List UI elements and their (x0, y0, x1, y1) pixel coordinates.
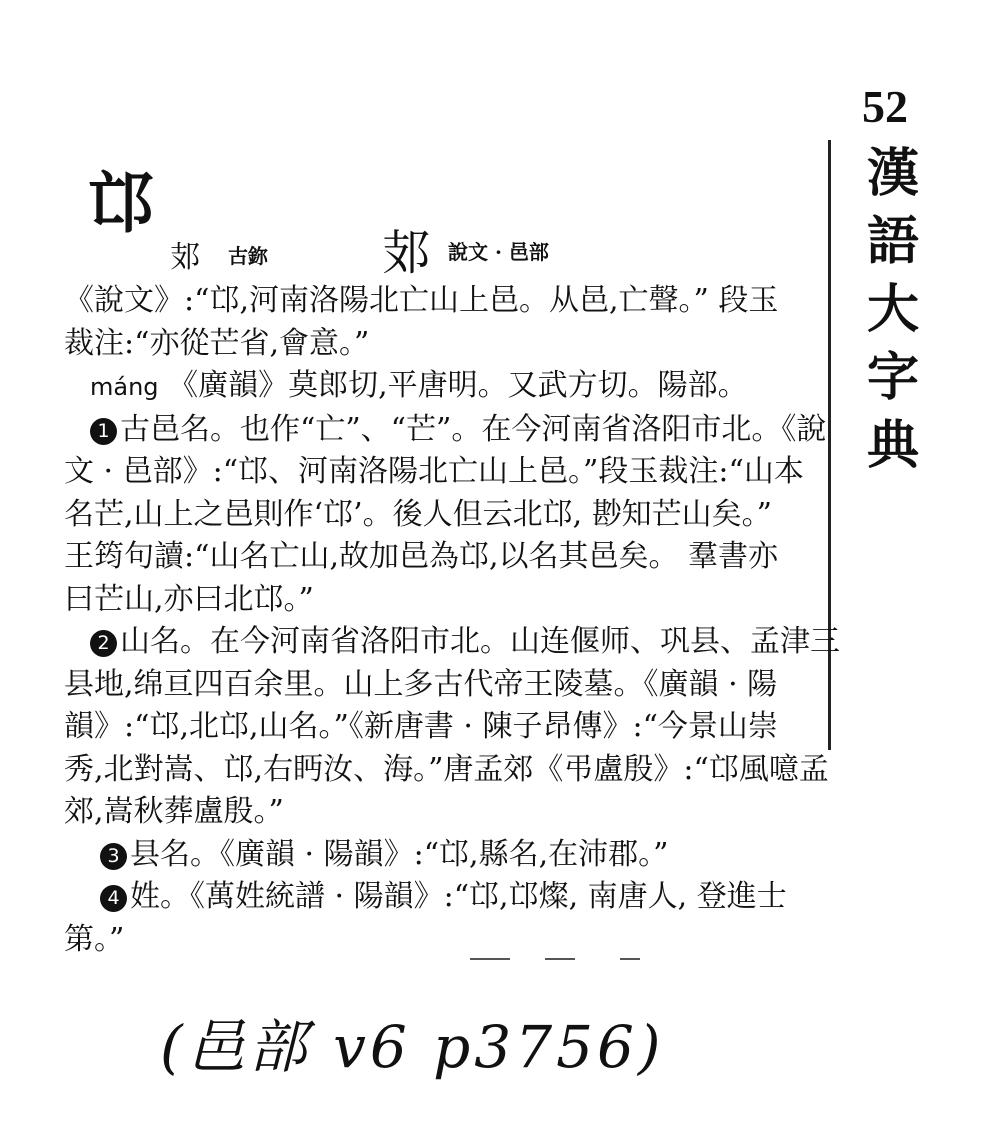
ancient-glyph-seal: 𨙸 (170, 240, 200, 275)
book-title-char: 典 (866, 415, 919, 476)
sense-line: 3 县名。《廣韻 · 陽韻》:“邙,縣名,在沛郡。” (64, 834, 824, 877)
handwritten-note: (邑部 v6 p3756) (160, 1013, 665, 1081)
sense-line: 4 姓。《萬姓統譜 · 陽韻》:“邙,邙燦, 南唐人, 登進士 (64, 876, 824, 919)
ancient-glyph-caption: 古鉨 (228, 244, 268, 268)
entry-line: 秀,北對嵩、邙,右眄汝、海。”唐孟郊《弔盧殷》:“邙風噫孟 (64, 751, 829, 787)
entry-line: 曰芒山,亦曰北邙。” (64, 581, 314, 617)
shuowen-glyph-caption: 說文 · 邑部 (448, 240, 549, 264)
pinyin: máng (90, 373, 159, 401)
entry-line: 王筠句讀:“山名亡山,故加邑為邙,以名其邑矣。 羣書亦 (64, 539, 779, 574)
shuowen-glyph: 𨙸 (382, 225, 431, 281)
sense-line: 2 山名。在今河南省洛阳市北。山连偃师、巩县、孟津三 (64, 621, 824, 664)
entry-line: 裁注:“亦從芒省,會意。” (64, 325, 370, 361)
pronunciation-line: máng 《廣韻》莫郎切,平唐明。又武方切。陽部。 (90, 368, 748, 403)
sense-marker-3: 3 (100, 843, 127, 870)
scan-artifact-line (620, 958, 640, 960)
entry-line: 《說文》:“邙,河南洛陽北亡山上邑。从邑,亡聲。” 段玉 (64, 283, 779, 318)
sense-line: 1 古邑名。也作“亡”、“芒”。在今河南省洛阳市北。《說 (64, 409, 824, 452)
book-title-char: 語 (866, 211, 919, 272)
entry-line: 名芒,山上之邑則作‘邙’。後人但云北邙, 尠知芒山矣。” (64, 496, 773, 532)
entry-line: 郊,嵩秋葬盧殷。” (64, 794, 284, 829)
entry-line: 文 · 邑部》:“邙、河南洛陽北亡山上邑。”段玉裁注:“山本 (64, 454, 804, 489)
sense-marker-4: 4 (100, 885, 127, 912)
entry-body (64, 280, 840, 961)
headword: 邙 (88, 164, 154, 242)
entry-line: 韻》:“邙,北邙,山名。”《新唐書 · 陳子昂傳》:“今景山崇 (64, 709, 778, 744)
entry-line: 第。” (64, 921, 125, 957)
scan-artifact-line (545, 958, 575, 960)
entry-line: 县地,绵亘四百余里。山上多古代帝王陵墓。《廣韻 · 陽 (64, 666, 778, 702)
book-title-char: 大 (866, 279, 919, 340)
page-number: 52 (862, 81, 908, 132)
scan-artifact-line (470, 958, 510, 960)
book-title-char: 漢 (866, 143, 919, 204)
sense-marker-1: 1 (90, 418, 117, 445)
book-title (858, 140, 928, 480)
book-title-char: 字 (866, 347, 919, 408)
sense-marker-2: 2 (90, 630, 117, 657)
